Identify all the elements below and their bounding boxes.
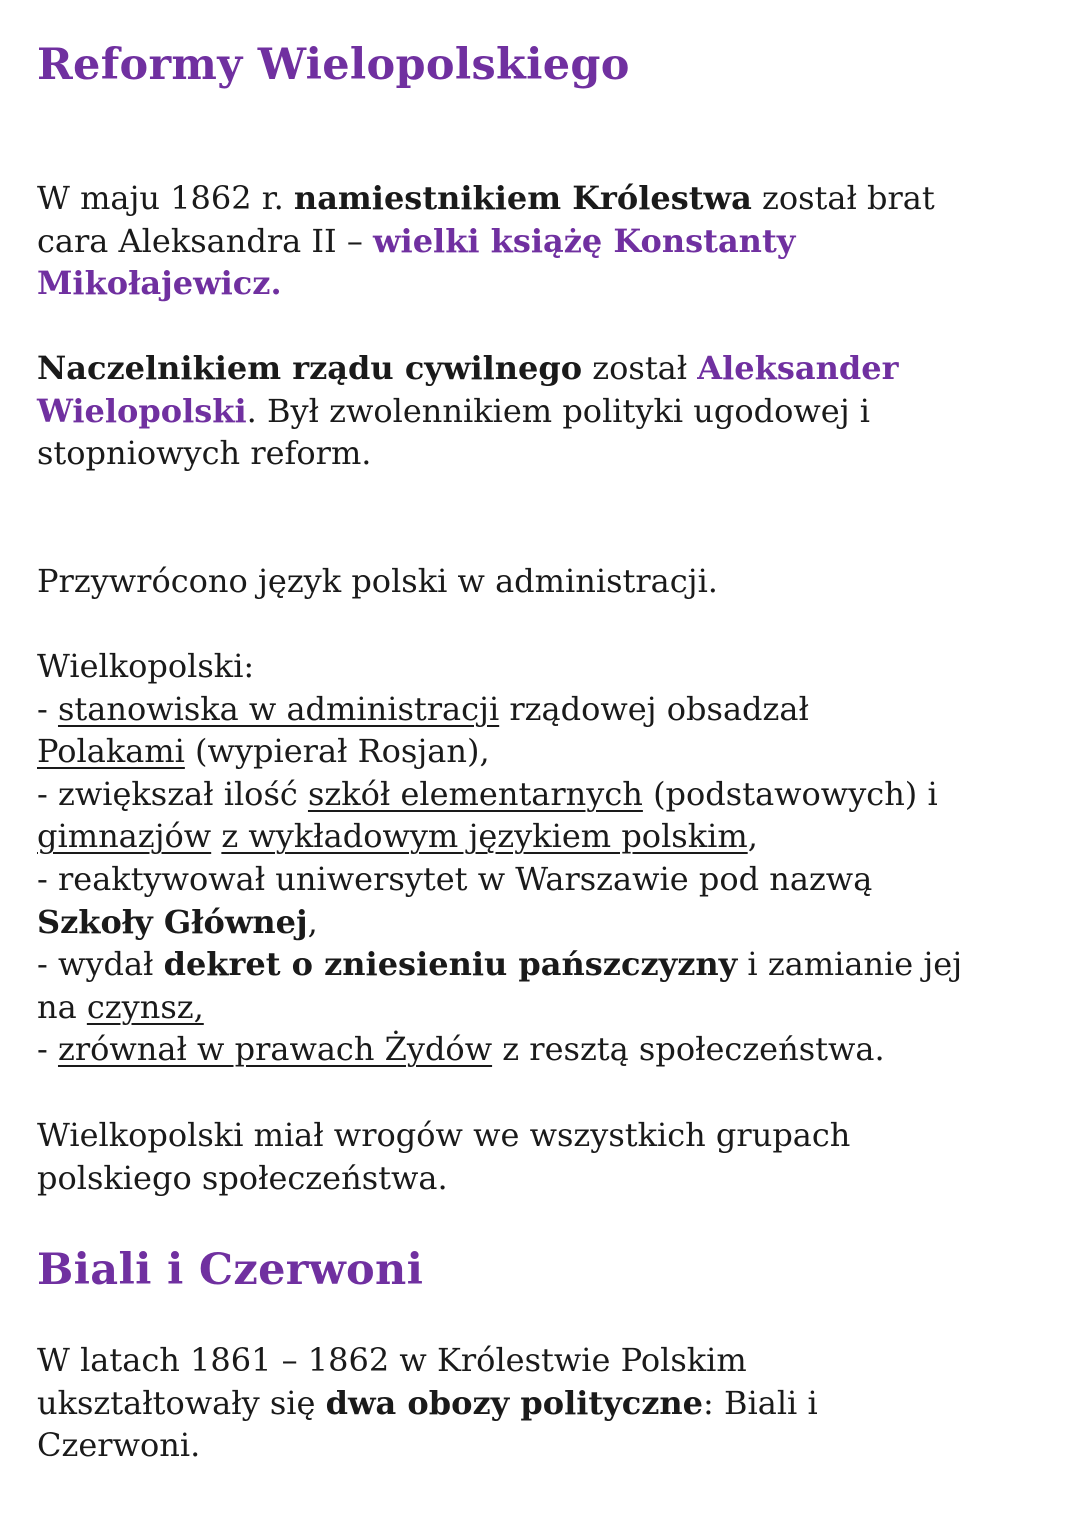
paragraph-jezyk-polski: Przywrócono język polski w administracji. [37,562,718,600]
highlight-mikolajewicz: Mikołajewicz. [37,264,282,303]
highlight-aleksander: Aleksander [697,349,899,387]
line: W maju 1862 r. namiestnikiem Królestwa został brat [37,179,935,217]
highlight-konstanty: wielki książę Konstanty [372,221,796,260]
line [37,262,1047,305]
list-item: - zrównał w prawach Żydów z resztą społeczeństwa. [37,1030,885,1069]
list-item: - reaktywował uniwersytet w Warszawie pod nazwą [37,859,873,898]
line: cara Aleksandra II – wielki książę Konstanty [37,221,796,260]
highlight-wielopolski: Wielopolski [37,391,247,430]
heading-biali-i-czerwoni: Biali i Czerwoni [37,1245,424,1295]
list-item-continuation: Szkoły Głównej, [37,902,318,941]
line: stopniowych reform. [37,434,372,473]
list-item-continuation: Polakami (wypierał Rosjan), [37,732,490,771]
bold-naczelnikiem-rzadu: Naczelnikiem rządu cywilnego [37,349,583,387]
line: Wielopolski. Był zwolennikiem polityki ugodowej i [37,391,871,430]
list-item: - stanowiska w administracji rządowej obsadzał [37,689,809,728]
list-intro: Wielkopolski: [37,647,255,685]
paragraph-obozy: W latach 1861 – 1862 w Królestwie Polskim ukształtowały się dwa obozy polityczne: Biali i Czerwoni. [37,1339,1047,1467]
reform-list [37,645,1047,1071]
bold-dwa-obozy: dwa obozy polityczne [325,1383,704,1422]
heading-reformy-wielopolskiego: Reformy Wielopolskiego [37,40,630,90]
line: Naczelnikiem rządu cywilnego został Aleksander [37,349,899,387]
paragraph-wrogowie: Wielkopolski miał wrogów we wszystkich grupach polskiego społeczeństwa. [37,1116,851,1197]
list-item: - wydał dekret o zniesieniu pańszczyzny i zamianie jej [37,945,963,984]
paragraph-namiestnik [37,177,1047,305]
bold-namiestnikiem-krolestwa: namiestnikiem Królestwa [293,179,752,217]
list-item-continuation: na czynsz, [37,987,204,1026]
list-item: - zwiększał ilość szkół elementarnych (podstawowych) i [37,774,938,813]
line: ukształtowały się dwa obozy polityczne: Biali i [37,1383,818,1422]
list-item-continuation: gimnazjów z wykładowym językiem polskim, [37,817,758,856]
paragraph-naczelnik [37,347,1047,475]
